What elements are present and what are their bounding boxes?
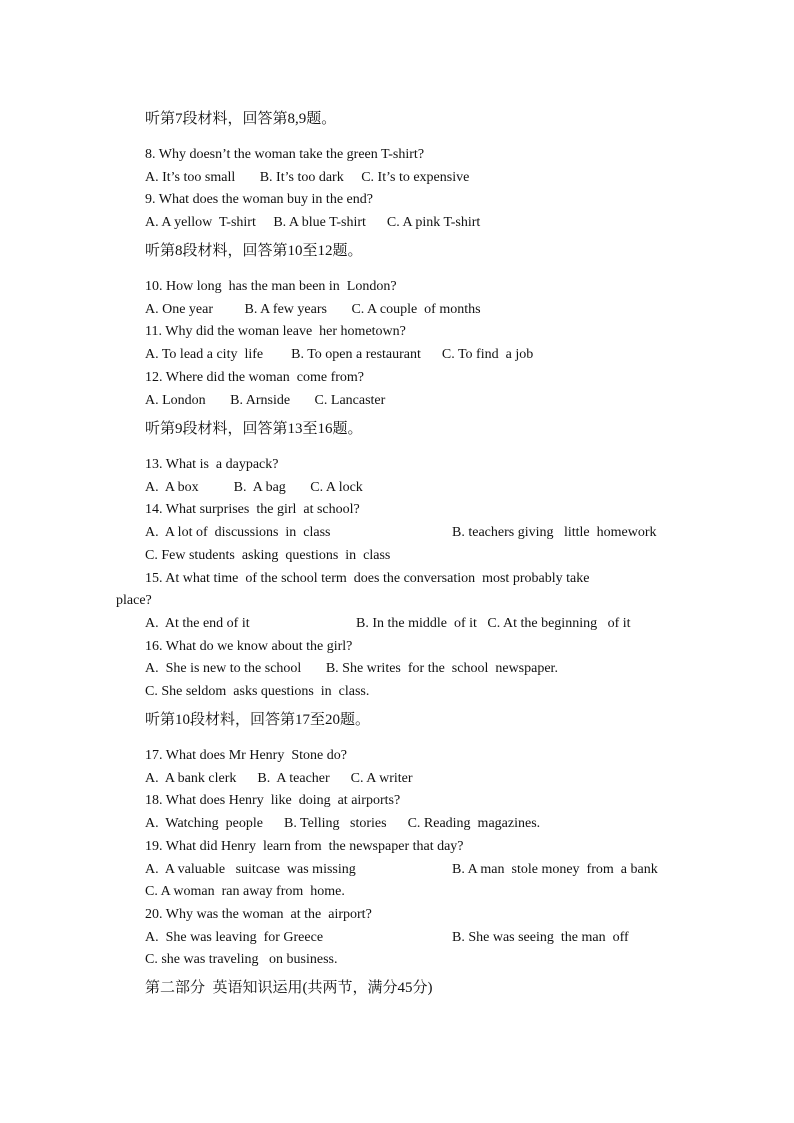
question-17: 17. What does Mr Henry Stone do? [145,748,347,763]
question-14-option-c: C. Few students asking questions in class [145,548,391,563]
question-19: 19. What did Henry learn from the newspaper that day? [145,839,464,854]
question-14: 14. What surprises the girl at school? [145,502,360,517]
question-16-option-c: C. She seldom asks questions in class. [145,684,370,699]
question-10-options: A. One year B. A few years C. A couple of months [145,302,481,317]
question-14-option-a: A. A lot of discussions in class [145,525,331,540]
question-8: 8. Why doesn’t the woman take the green T-shirt? [145,147,425,162]
question-19-option-a: A. A valuable suitcase was missing [145,862,356,877]
section-heading-8: 听第8段材料，回答第10至12题。 [145,243,363,259]
question-9: 9. What does the woman buy in the end? [145,192,373,207]
question-19-option-b: B. A man stole money from a bank [452,862,658,877]
question-12-options: A. London B. Arnside C. Lancaster [145,393,386,408]
question-18: 18. What does Henry like doing at airports? [145,793,401,808]
question-15-continued: place? [116,593,152,608]
question-15: 15. At what time of the school term does the conversation most probably take [145,571,590,586]
question-18-options: A. Watching people B. Telling stories C. Reading magazines. [145,816,541,831]
question-17-options: A. A bank clerk B. A teacher C. A writer [145,771,413,786]
section-heading-7: 听第7段材料，回答第8,9题。 [145,111,337,127]
question-11-options: A. To lead a city life B. To open a restaurant C. To find a job [145,347,534,362]
question-20-option-b: B. She was seeing the man off [452,930,629,945]
part-two-heading: 第二部分 英语知识运用(共两节，满分45分) [145,980,433,996]
question-16-options: A. She is new to the school B. She writes for the school newspaper. [145,661,558,676]
question-10: 10. How long has the man been in London? [145,279,397,294]
question-12: 12. Where did the woman come from? [145,370,365,385]
question-11: 11. Why did the woman leave her hometown? [145,324,406,339]
question-20-option-a: A. She was leaving for Greece [145,930,324,945]
question-13: 13. What is a daypack? [145,457,279,472]
section-heading-10: 听第10段材料，回答第17至20题。 [145,712,371,728]
question-16: 16. What do we know about the girl? [145,639,353,654]
question-8-options: A. It’s too small B. It’s too dark C. It’s to expensive [145,170,470,185]
question-15-options-bc: B. In the middle of it C. At the beginning of it [356,616,631,631]
question-20: 20. Why was the woman at the airport? [145,907,372,922]
question-13-options: A. A box B. A bag C. A lock [145,480,363,495]
question-15-option-a: A. At the end of it [145,616,250,631]
section-heading-9: 听第9段材料，回答第13至16题。 [145,421,363,437]
question-14-option-b: B. teachers giving little homework [452,525,657,540]
question-20-option-c: C. she was traveling on business. [145,952,338,967]
question-19-option-c: C. A woman ran away from home. [145,884,345,899]
question-9-options: A. A yellow T-shirt B. A blue T-shirt C. A pink T-shirt [145,215,481,230]
